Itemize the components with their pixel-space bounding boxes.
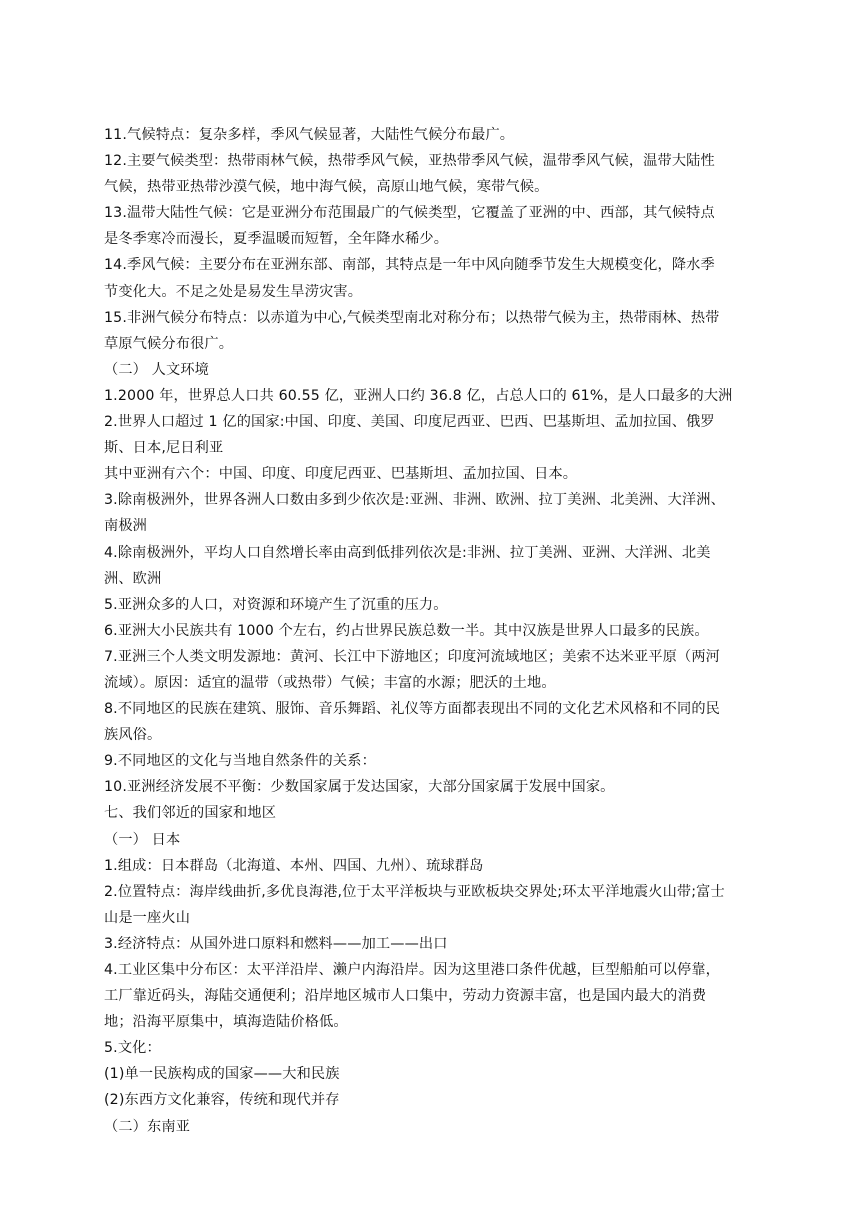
text-line-japan-industry-cont: 工厂靠近码头，海陆交通便利；沿岸地区城市人口集中，劳动力资源丰富，也是国内最大的消费 [104,988,707,1005]
text-line-climate-types: 12.主要气候类型：热带雨林气候，热带季风气候，亚热带季风气候，温带季风气候，温带大陆性 [104,153,715,170]
text-line-temperate-continental: 13.温带大陆性气候：它是亚洲分布范围最广的气候类型，它覆盖了亚洲的中、西部，其气候特点 [104,205,715,222]
text-line-monsoon-cont: 节变化大。不足之处是易发生旱涝灾害。 [104,283,363,300]
section-heading-human-environment: （二） 人文环境 [104,361,210,378]
text-line-japan-culture: 5.文化： [104,1040,161,1057]
text-line-civilizations: 7.亚洲三个人类文明发源地：黄河、长江中下游地区；印度河流域地区；美索不达米亚平原（两河 [104,648,721,665]
text-line-growth-rate-cont: 洲、欧洲 [104,570,162,587]
text-line-countries-over-100m: 2.世界人口超过 1 亿的国家:中国、印度、美国、印度尼西亚、巴西、巴基斯坦、孟加拉国、俄罗 [104,414,715,431]
text-line-population-ranking: 3.除南极洲外，世界各洲人口数由多到少依次是:亚洲、非洲、欧洲、拉丁美洲、北美洲、大洋洲、 [104,492,725,509]
document-body [104,122,764,1140]
text-line-population-pressure: 5.亚洲众多的人口，对资源和环境产生了沉重的压力。 [104,596,448,613]
section-heading-southeast-asia: （二）东南亚 [104,1118,191,1135]
text-line-growth-rate: 4.除南极洲外，平均人口自然增长率由高到低排列依次是:非洲、拉丁美洲、亚洲、大洋洲、北美 [104,544,711,561]
text-line-asia-six: 其中亚洲有六个：中国、印度、印度尼西亚、巴基斯坦、孟加拉国、日本。 [104,466,578,483]
text-line-culture-styles-cont: 族风俗。 [104,727,162,744]
text-line-japan-composition: 1.组成：日本群岛（北海道、本州、四国、九州）、琉球群岛 [104,857,484,874]
text-line-japan-economy: 3.经济特点：从国外进口原料和燃料——加工——出口 [104,935,448,952]
text-line-japan-culture-1: (1)单一民族构成的国家——大和民族 [104,1066,340,1083]
text-line-japan-location-cont: 山是一座火山 [104,909,191,926]
text-line-population-ranking-cont: 南极洲 [104,518,148,535]
text-line-countries-over-100m-cont: 斯、日本,尼日利亚 [104,440,224,457]
section-heading-japan: （一） 日本 [104,831,181,848]
text-line-japan-culture-2: (2)东西方文化兼容，传统和现代并存 [104,1092,340,1109]
text-line-africa-climate: 15.非洲气候分布特点：以赤道为中心,气候类型南北对称分布；以热带气候为主，热带雨林、热带 [104,309,720,326]
text-line-temperate-continental-cont: 是冬季寒冷而漫长，夏季温暖而短暂，全年降水稀少。 [104,231,449,248]
text-line-climate-types-cont: 气候，热带亚热带沙漠气候，地中海气候，高原山地气候，寒带气候。 [104,179,549,196]
text-line-civilizations-cont: 流域）。原因：适宜的温带（或热带）气候；丰富的水源；肥沃的土地。 [104,674,556,691]
text-line-economy-imbalance: 10.亚洲经济发展不平衡：少数国家属于发达国家，大部分国家属于发展中国家。 [104,779,615,796]
text-line-japan-industry-cont2: 地；沿海平原集中，填海造陆价格低。 [104,1014,348,1031]
text-line-monsoon: 14.季风气候：主要分布在亚洲东部、南部，其特点是一年中风向随季节发生大规模变化，降水季 [104,257,715,274]
text-line-ethnic-groups: 6.亚洲大小民族共有 1000 个左右，约占世界民族总数一半。其中汉族是世界人口最多的民族。 [104,622,709,639]
text-line-culture-nature: 9.不同地区的文化与当地自然条件的关系： [104,753,376,770]
text-line-climate-features: 11.气候特点：复杂多样，季风气候显著，大陆性气候分布最广。 [104,127,515,143]
text-line-japan-location: 2.位置特点：海岸线曲折,多优良海港,位于太平洋板块与亚欧板块交界处;环太平洋地震火山带;富士 [104,883,725,900]
text-line-population-2000: 1.2000 年，世界总人口共 60.55 亿，亚洲人口约 36.8 亿，占总人口的 61%，是人口最多的大洲 [104,387,733,404]
text-line-culture-styles: 8.不同地区的民族在建筑、服饰、音乐舞蹈、礼仪等方面都表现出不同的文化艺术风格和不同的民 [104,701,721,718]
text-line-japan-industry: 4.工业区集中分布区：太平洋沿岸、濑户内海沿岸。因为这里港口条件优越，巨型船舶可以停靠， [104,962,721,978]
text-line-africa-climate-cont: 草原气候分布很广。 [104,335,234,352]
section-heading-neighbors: 七、我们邻近的国家和地区 [104,805,277,822]
